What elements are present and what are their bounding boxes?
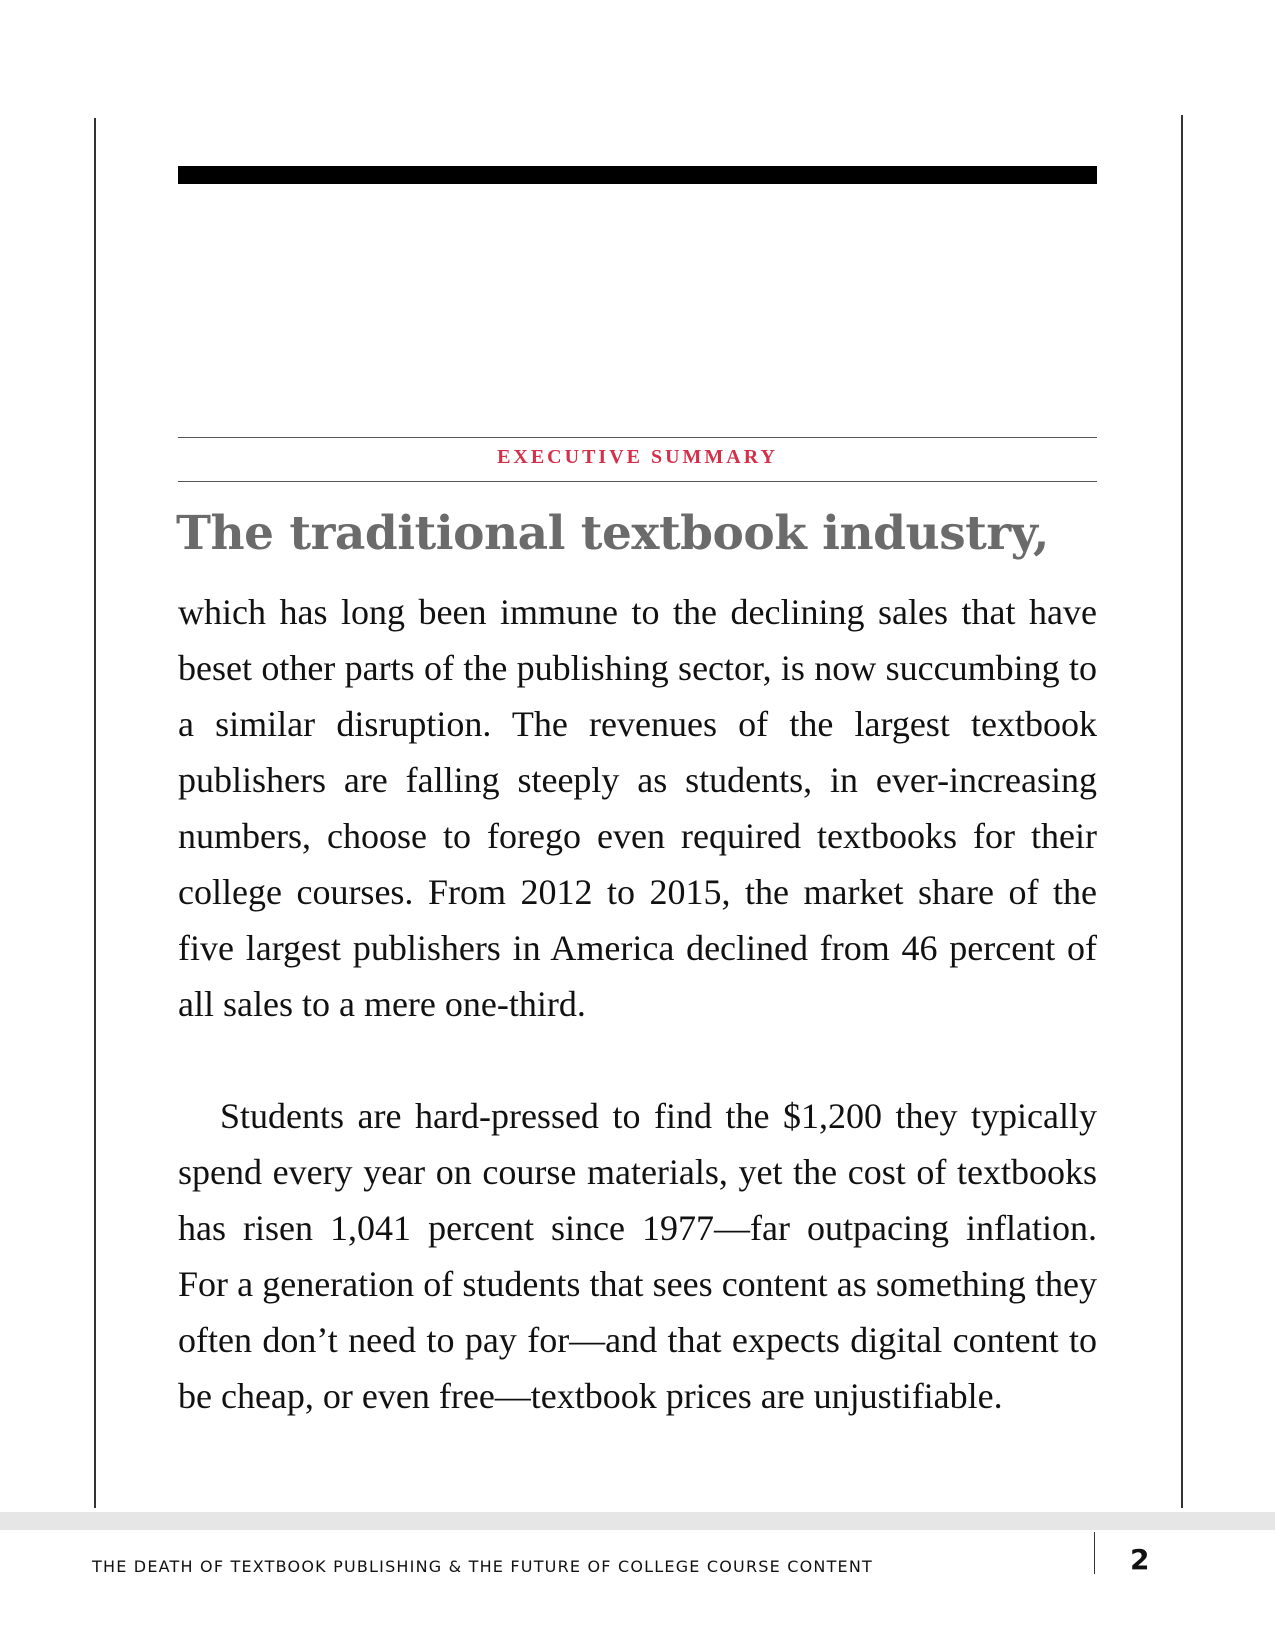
right-margin-rule bbox=[1181, 115, 1183, 1508]
section-rule-top bbox=[178, 437, 1097, 438]
left-margin-rule bbox=[94, 118, 96, 1508]
body-paragraph-2: Students are hard-pressed to find the $1,200 they typically spend every year on course materials, yet the cost of textbooks has risen 1,041 percent since 1977—far outpacing inflation. For a generation of students that sees content as something they often don’t need to pay for—and that expects digital content to be cheap, or even free—textbook prices are unjustifiable. bbox=[178, 1096, 1097, 1416]
footer-divider bbox=[1094, 1532, 1095, 1574]
body-paragraph-1: which has long been immune to the declining sales that have beset other parts of the publishing sector, is now succumbing to a similar disruption. The revenues of the largest textbook publishers are falling steeply as students, in ever-increasing numbers, choose to forego even required textbooks for their college courses. From 2012 to 2015, the market share of the five largest publishers in America declined from 46 percent of all sales to a mere one-third. bbox=[178, 592, 1097, 1024]
footer-band bbox=[0, 1512, 1275, 1530]
section-rule-bottom bbox=[178, 481, 1097, 482]
footer-title: THE DEATH OF TEXTBOOK PUBLISHING & THE FUTURE OF COLLEGE COURSE CONTENT bbox=[92, 1557, 873, 1576]
section-label: EXECUTIVE SUMMARY bbox=[497, 446, 778, 468]
header-bar bbox=[178, 166, 1097, 184]
lead-heading: The traditional textbook industry, bbox=[176, 506, 1049, 561]
page-number: 2 bbox=[1130, 1543, 1150, 1576]
